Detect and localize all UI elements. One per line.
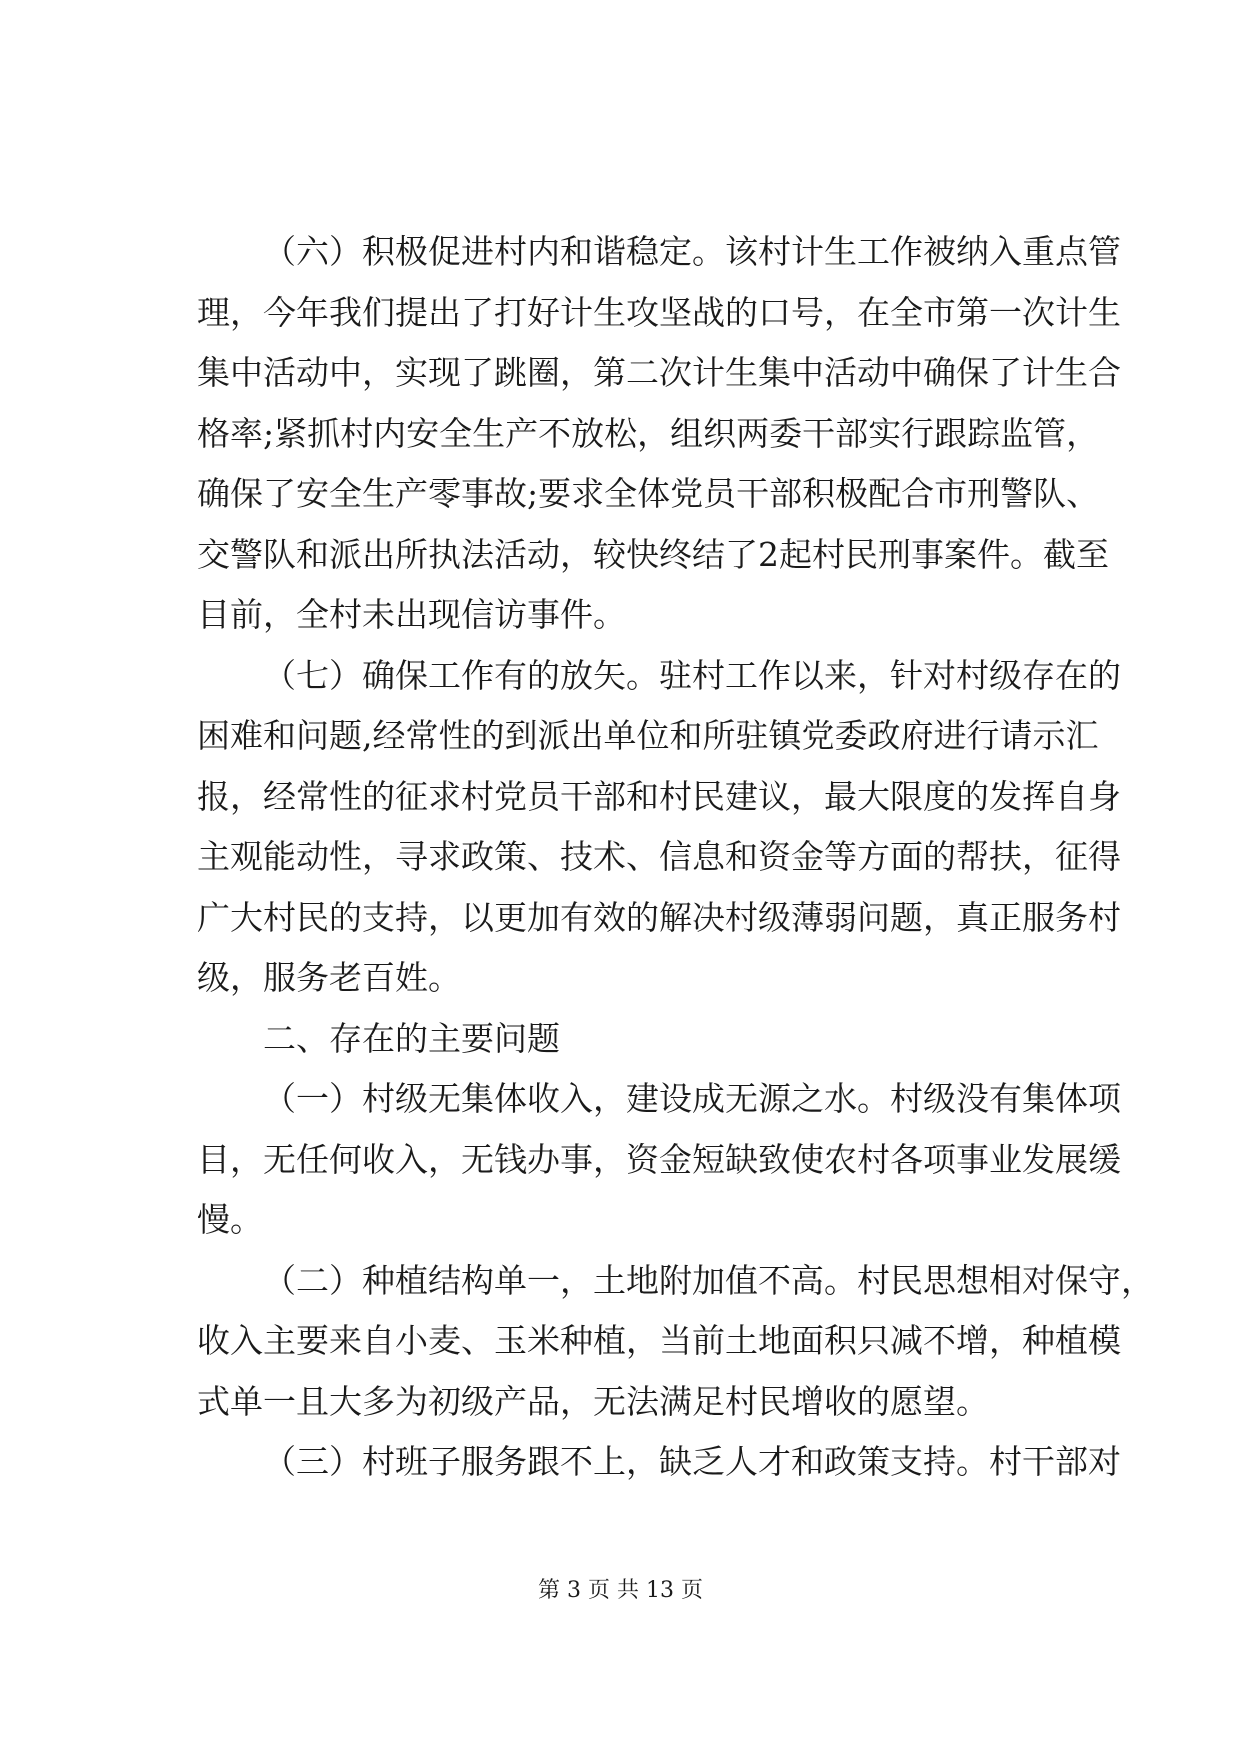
- text-line: 集中活动中，实现了跳圈，第二次计生集中活动中确保了计生合: [197, 353, 1121, 392]
- text-line: 格率;紧抓村内安全生产不放松，组织两委干部实行跟踪监管，: [197, 413, 1100, 453]
- text-line: 慢。: [197, 1200, 263, 1239]
- text-line: 交警队和派出所执法活动，较快终结了2起村民刑事案件。截至: [197, 534, 1109, 574]
- text-line: 困难和问题,经常性的到派出单位和所驻镇党委政府进行请示汇: [197, 716, 1099, 755]
- text-line: （七）确保工作有的放矢。驻村工作以来，针对村级存在的: [263, 655, 1121, 695]
- text-line: （六）积极促进村内和谐稳定。该村计生工作被纳入重点管: [263, 232, 1121, 271]
- text-line: 目前，全村未出现信访事件。: [197, 595, 626, 634]
- text-line: （三）村班子服务跟不上，缺乏人才和政策支持。村干部对: [263, 1442, 1121, 1481]
- text-line: 报，经常性的征求村党员干部和村民建议，最大限度的发挥自身: [197, 776, 1121, 816]
- text-line: 二、存在的主要问题: [263, 1018, 560, 1058]
- text-line: 式单一且大多为初级产品，无法满足村民增收的愿望。: [197, 1381, 989, 1421]
- text-line: （二）种植结构单一，土地附加值不高。村民思想相对保守，: [263, 1260, 1154, 1300]
- text-line: （一）村级无集体收入，建设成无源之水。村级没有集体项: [263, 1079, 1121, 1118]
- text-line: 确保了安全生产零事故;要求全体党员干部积极配合市刑警队、: [197, 474, 1100, 513]
- page-footer: 第 3 页 共 13 页: [538, 1578, 703, 1603]
- text-line: 级，服务老百姓。: [197, 958, 461, 997]
- text-line: 广大村民的支持，以更加有效的解决村级薄弱问题，真正服务村: [197, 897, 1121, 937]
- text-line: 主观能动性，寻求政策、技术、信息和资金等方面的帮扶，征得: [197, 837, 1121, 876]
- document-body: [197, 222, 1154, 1493]
- text-line: 收入主要来自小麦、玉米种植，当前土地面积只减不增，种植模: [197, 1321, 1121, 1360]
- text-line: 理，今年我们提出了打好计生攻坚战的口号，在全市第一次计生: [197, 292, 1121, 332]
- text-line: 目，无任何收入，无钱办事，资金短缺致使农村各项事业发展缓: [197, 1139, 1121, 1179]
